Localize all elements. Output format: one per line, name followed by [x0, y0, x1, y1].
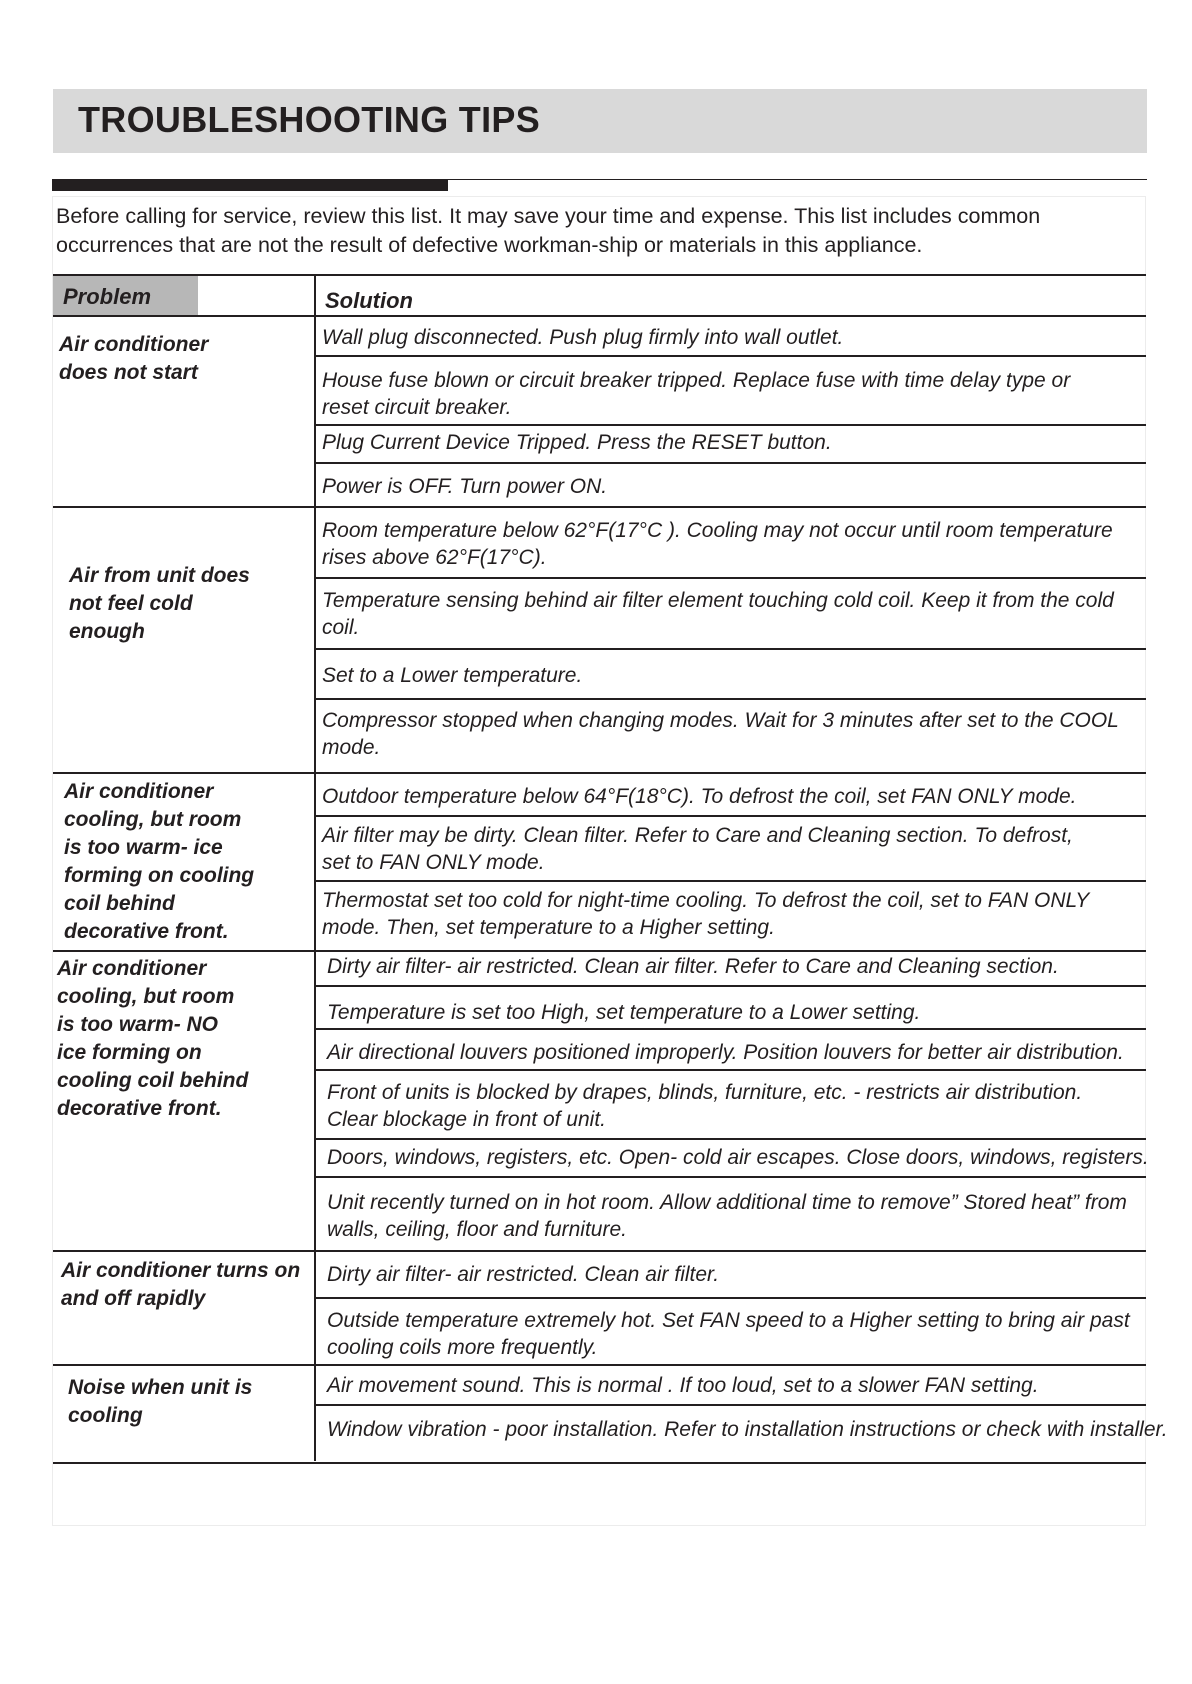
intro-line: occurrences that are not the result of defective workman-ship or materials in this appliance.	[56, 233, 923, 257]
row-separator	[316, 698, 1146, 700]
problem-line: does not start	[59, 361, 198, 384]
table-top-border	[53, 274, 1146, 276]
solution-cell	[322, 429, 832, 456]
solution-line: Outdoor temperature below 64°F(18°C). To defrost the coil, set FAN ONLY mode.	[322, 785, 1077, 808]
problem-line: ice forming on	[57, 1041, 202, 1064]
problem-line: Noise when unit is	[68, 1376, 253, 1399]
group-border	[53, 506, 1146, 508]
problem-line: cooling, but room	[57, 985, 235, 1008]
solution-line: Wall plug disconnected. Push plug firmly into wall outlet.	[322, 326, 844, 349]
solution-line: mode.	[322, 736, 381, 759]
solution-line: Air filter may be dirty. Clean filter. Refer to Care and Cleaning section. To defrost,	[322, 824, 1073, 847]
intro-line: Before calling for service, review this list. It may save your time and expense. This list includes common	[56, 204, 1041, 228]
solution-line: Power is OFF. Turn power ON.	[322, 475, 608, 498]
problem-line: is too warm- ice	[64, 836, 223, 859]
solution-cell	[327, 1416, 1168, 1443]
solution-line: Compressor stopped when changing modes. Wait for 3 minutes after set to the COOL	[322, 709, 1119, 732]
solution-cell	[322, 887, 1089, 941]
solution-line: Set to a Lower temperature.	[322, 664, 583, 687]
solution-column-header: Solution	[325, 288, 413, 313]
problem-cell	[57, 955, 248, 1123]
row-separator	[316, 648, 1146, 650]
solution-cell	[327, 1039, 1124, 1066]
row-separator	[316, 462, 1146, 464]
solution-line: Room temperature below 62°F(17°C ). Cooling may not occur until room temperature	[322, 519, 1113, 542]
problem-line: forming on cooling	[64, 864, 255, 887]
solution-cell	[327, 1372, 1039, 1399]
row-separator	[316, 1297, 1146, 1299]
problem-line: decorative front.	[64, 920, 229, 943]
row-separator	[316, 577, 1146, 579]
solution-cell	[327, 999, 920, 1026]
solution-line: coil.	[322, 616, 360, 639]
solution-cell	[327, 1079, 1082, 1133]
solution-cell	[322, 783, 1077, 810]
table-bottom-border	[53, 1462, 1146, 1464]
row-separator	[316, 1176, 1146, 1178]
problem-line: Air conditioner turns on	[61, 1259, 301, 1282]
solution-line: mode. Then, set temperature to a Higher setting.	[322, 916, 775, 939]
problem-line: cooling coil behind	[57, 1069, 249, 1092]
solution-cell	[322, 662, 582, 689]
solution-cell	[322, 822, 1073, 876]
problem-line: enough	[69, 620, 145, 643]
solution-line: Outside temperature extremely hot. Set FAN speed to a Higher setting to bring air past	[327, 1309, 1130, 1332]
solution-line: set to FAN ONLY mode.	[322, 851, 545, 874]
solution-line: Dirty air filter- air restricted. Clean air filter. Refer to Care and Cleaning section.	[327, 955, 1059, 978]
problem-line: Air conditioner	[59, 333, 209, 356]
solution-cell	[322, 587, 1114, 641]
solution-line: cooling coils more frequently.	[327, 1336, 598, 1359]
page-title: TROUBLESHOOTING TIPS	[78, 99, 541, 140]
problem-cell	[59, 331, 208, 387]
group-border	[53, 772, 1146, 774]
problem-line: and off rapidly	[61, 1287, 206, 1310]
row-separator	[316, 985, 1146, 987]
row-separator	[316, 424, 1146, 426]
problem-line: not feel cold	[69, 592, 193, 615]
problem-line: decorative front.	[57, 1097, 222, 1120]
group-border	[53, 1250, 1146, 1252]
solution-cell	[327, 953, 1059, 980]
solution-cell	[322, 367, 1070, 421]
solution-cell	[322, 517, 1113, 571]
solution-line: Temperature sensing behind air filter element touching cold coil. Keep it from the cold	[322, 589, 1114, 612]
row-separator	[316, 1069, 1146, 1071]
solution-cell	[327, 1307, 1130, 1361]
problem-line: coil behind	[64, 892, 175, 915]
problem-line: cooling, but room	[64, 808, 242, 831]
solution-cell	[327, 1261, 719, 1288]
column-divider	[314, 274, 316, 1461]
solution-line: Thermostat set too cold for night-time cooling. To defrost the coil, set to FAN ONLY	[322, 889, 1090, 912]
row-separator	[316, 1404, 1146, 1406]
row-separator	[316, 880, 1146, 882]
solution-cell	[327, 1189, 1127, 1243]
solution-line: Air directional louvers positioned improperly. Position louvers for better air distribution.	[327, 1041, 1124, 1064]
row-separator	[316, 355, 1146, 357]
problem-line: Air from unit does	[69, 564, 250, 587]
row-separator	[316, 815, 1146, 817]
solution-cell	[322, 324, 843, 351]
solution-line: rises above 62°F(17°C).	[322, 546, 547, 569]
title-accent-bar	[52, 179, 448, 191]
solution-line: Clear blockage in front of unit.	[327, 1108, 606, 1131]
title-bar	[53, 89, 1147, 153]
solution-line: Doors, windows, registers, etc. Open- cold air escapes. Close doors, windows, registers.	[327, 1146, 1149, 1169]
problem-line: is too warm- NO	[57, 1013, 219, 1036]
problem-cell	[68, 1374, 252, 1430]
solution-line: Dirty air filter- air restricted. Clean air filter.	[327, 1263, 720, 1286]
header-bottom-border	[53, 315, 1146, 317]
problem-line: cooling	[68, 1404, 143, 1427]
solution-line: Plug Current Device Tripped. Press the RESET button.	[322, 431, 832, 454]
row-separator	[316, 1028, 1146, 1030]
solution-line: Air movement sound. This is normal . If too loud, set to a slower FAN setting.	[327, 1374, 1039, 1397]
solution-line: Front of units is blocked by drapes, blinds, furniture, etc. - restricts air distribution.	[327, 1081, 1083, 1104]
solution-cell	[322, 707, 1119, 761]
solution-line: walls, ceiling, floor and furniture.	[327, 1218, 627, 1241]
solution-line: House fuse blown or circuit breaker tripped. Replace fuse with time delay type or	[322, 369, 1071, 392]
solution-line: Unit recently turned on in hot room. Allow additional time to remove” Stored heat” from	[327, 1191, 1127, 1214]
intro-paragraph	[56, 202, 1116, 260]
solution-line: Window vibration - poor installation. Refer to installation instructions or check with installer.	[327, 1418, 1168, 1441]
solution-line: reset circuit breaker.	[322, 396, 512, 419]
solution-cell	[322, 473, 607, 500]
problem-cell	[64, 778, 254, 946]
problem-header-label: Problem	[63, 284, 152, 309]
solution-cell	[327, 1144, 1149, 1171]
solution-line: Temperature is set too High, set temperature to a Lower setting.	[327, 1001, 921, 1024]
problem-column-header	[53, 276, 198, 316]
group-border	[53, 950, 1146, 952]
problem-cell	[69, 562, 250, 646]
row-separator	[316, 1138, 1146, 1140]
problem-line: Air conditioner	[64, 780, 214, 803]
problem-cell	[61, 1257, 300, 1313]
group-border	[53, 1364, 1146, 1366]
problem-line: Air conditioner	[57, 957, 207, 980]
